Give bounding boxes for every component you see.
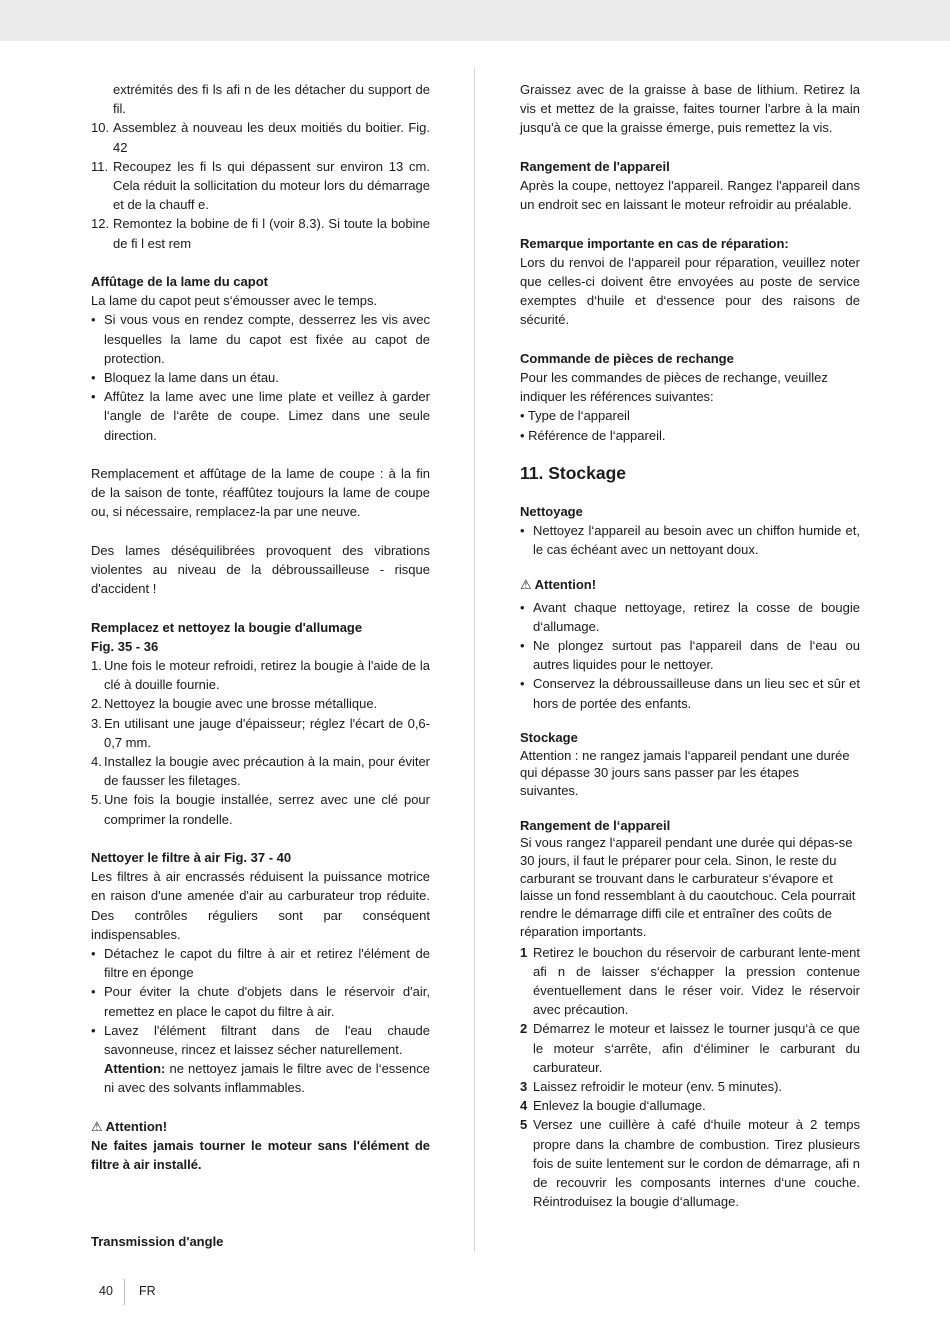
storage2-heading: Rangement de l‘appareil [520,817,671,833]
transmission-heading: Transmission d'angle [91,1234,224,1250]
cleaning-heading: Nettoyage [520,503,583,519]
item-text: Installez la bougie avec précaution à la main, pour éviter de fausser les filetages. [104,754,430,789]
list-item: • Bloquez la lame dans un étau. [91,370,279,386]
list-item: • Nettoyez l‘appareil au besoin avec un chiffon humide et, le cas échéant avec un nettoyant doux. [520,523,860,558]
item-text: Avant chaque nettoyage, retirez la cosse de bougie d‘allumage. [533,599,860,634]
item-number: 12. [91,216,110,232]
top-band [0,0,950,41]
warning-text: Ne faites jamais tourner le moteur sans l'élément de filtre à air installé. [91,1138,430,1173]
item-text: Pour éviter la chute d'objets dans le réservoir d'air, remettez en place le capot du filtre à air. [104,984,430,1019]
item-text: Versez une cuillère à café d‘huile moteur à 2 temps propre dans la chambre de combustion. Tirez plusieurs fois de suite lentement sur le cordon de démarrage, afi n de recouvrir les composants internes d‘une couche. Réintroduisez la bougie d‘allumage. [533,1117,860,1210]
sharpen-intro: La lame du capot peut s‘émousser avec le temps. [91,293,378,309]
storage2-text: Si vous rangez l‘appareil pendant une durée qui dépas-se 30 jours, il faut le préparer pour cela. Sinon, le reste du carburant se trouvant dans le carburateur s‘évapore et laisse un fond ressemblant à du caoutchouc. Cela pourrait rendre le démarrage diffi cile et entraîner des coûts de réparation importants. [520,835,856,939]
replace-paragraph: Remplacement et affûtage de la lame de coupe : à la fin de la saison de tonte, réaffûtez toujours la lame de coupe ou, si nécessaire, remplacez-la par une neuve. [91,466,430,520]
item-text: Bloquez la lame dans un étau. [104,370,279,386]
right-column [520,80,860,1211]
item-text: Affûtez la lame avec une lime plate et veillez à garder l‘angle de l‘arête de coupe. Limez dans une seule direction. [104,389,430,443]
item-text: Détachez le capot du filtre à air et retirez l'élément de filtre en éponge [104,946,430,981]
storage1-heading: Rangement de l'appareil [520,158,670,174]
left-column [91,80,430,1251]
warning-triangle-icon: ⚠ [91,1118,103,1134]
item-text: Retirez le bouchon du réservoir de carburant lente-ment afi n de laisser s‘échapper la pression contenue éventuellement dans le réser voir. Videz le réservoir avec précaution. [533,944,860,1018]
item-number: 2 [520,1021,528,1037]
cleaning-bullets [520,521,860,559]
continued-text: extrémités des fi ls afi n de les détacher du support de fil. [113,82,430,117]
filter-bullets [91,944,430,1059]
item-text: Une fois le moteur refroidi, retirez la bougie à l'aide de la clé à douille fournie. [104,658,430,693]
list-item [520,1019,860,1077]
item-text: Démarrez le moteur et laissez le tourner jusqu‘à ce que le moteur s‘arrête, afin d‘éliminer le carburant du carburateur. [533,1021,860,1075]
item-number: 11. [91,158,109,174]
item-text: Lavez l'élément filtrant dans de l'eau chaude savonneuse, rincez et laissez sécher naturellement. [104,1022,430,1058]
plug-heading: Remplacez et nettoyez la bougie d'allumage [91,619,363,635]
list-item [91,694,430,713]
parts-heading: Commande de pièces de rechange [520,350,734,366]
item-text: Assemblez à nouveau les deux moitiés du boitier. Fig. 42 [113,120,430,155]
item-text: Laissez refroidir le moteur (env. 5 minutes). [533,1079,783,1094]
numbered-list-top [91,118,430,252]
language-code: FR [139,1284,156,1298]
sharpen-heading: Affûtage de la lame du capot [91,274,268,290]
item-text: Remontez la bobine de fi l (voir 8.3). Si toute la bobine de fi l est rem [113,216,430,251]
item-text: Nettoyez l‘appareil au besoin avec un chiffon humide et, le cas échéant avec un nettoyant doux. [533,523,860,558]
attention-bullets [520,598,860,713]
item-number: 5 [520,1117,528,1133]
unbalanced-paragraph: Des lames déséquilibrées provoquent des vibrations violentes au niveau de la débroussailleuse - risque d'accident ! [91,542,430,597]
item-text: Une fois la bougie installée, serrez avec une clé pour comprimer la rondelle. [104,792,430,827]
item-text: Recoupez les fi ls qui dépassent sur environ 13 cm. Cela réduit la sollicitation du moteur lors du démarrage et de la chauff e. [113,158,430,213]
item-number: 4. [91,754,102,770]
stockage-heading: Stockage [520,729,578,745]
list-item [520,1096,860,1115]
stockage-text: Attention : ne rangez jamais l‘appareil pendant une durée qui dépasse 30 jours sans passer par les étapes suivantes. [520,747,850,798]
warning-triangle-icon: ⚠ [520,577,532,593]
column-divider [474,67,475,1252]
item-text: Nettoyez la bougie avec une brosse métallique. [104,696,378,712]
footer-divider [124,1279,125,1305]
parts-item: • Référence de l‘appareil. [520,427,666,443]
filter-note [91,1059,430,1097]
page-number: 40 [99,1284,113,1298]
list-item [91,714,430,752]
storage2-steps [520,943,860,1212]
list-item: • Pour éviter la chute d'objets dans le réservoir d'air, remettez en place le capot du filtre à air. [91,984,430,1019]
item-text: Ne plongez surtout pas l‘appareil dans de l‘eau ou autres liquides pour le nettoyer. [533,638,860,673]
item-text: Si vous vous en rendez compte, desserrez les vis avec lesquelles la lame du capot est fixée au capot de protection. [104,312,430,366]
item-number: 5. [91,792,102,808]
list-item [91,157,430,215]
item-text: Enlevez la bougie d‘allumage. [533,1098,706,1114]
list-item [91,118,430,156]
storage1-text: Après la coupe, nettoyez l'appareil. Rangez l'appareil dans un endroit sec en laissant le moteur refroidir au préalable. [520,178,860,213]
filter-intro: Les filtres à air encrassés réduisent la puissance motrice en raison d'une amenée d'air au carburateur trop réduite. Des contrôles réguliers sont par conséquent indispensables. [91,869,430,942]
item-number: 10. [91,120,110,136]
item-number: 1. [91,658,102,674]
list-item [520,1077,860,1096]
list-item: • Conservez la débroussailleuse dans un lieu sec et sûr et hors de portée des enfants. [520,676,860,711]
list-item [91,752,430,790]
list-item [91,790,430,828]
attention-label: Attention! [534,577,597,593]
list-item: • Si vous vous en rendez compte, desserrez les vis avec lesquelles la lame du capot est fixée au capot de protection. [91,312,430,366]
plug-steps [91,656,430,829]
item-number: 3 [520,1079,528,1094]
list-item [91,214,430,252]
list-item: • Lavez l'élément filtrant dans de l'eau chaude savonneuse, rincez et laissez sécher naturellement. [91,1022,430,1058]
list-item [520,1115,860,1211]
list-item [91,656,430,694]
plug-fig: Fig. 35 - 36 [91,638,159,654]
attention-title [520,575,860,594]
warning-label: Attention! [105,1118,168,1134]
list-item: • Affûtez la lame avec une lime plate et veillez à garder l‘angle de l‘arête de coupe. Limez dans une seule direction. [91,389,430,443]
list-item: • Avant chaque nettoyage, retirez la cosse de bougie d‘allumage. [520,599,860,634]
list-item: • Détachez le capot du filtre à air et retirez l'élément de filtre en éponge [91,946,430,981]
filter-heading: Nettoyer le filtre à air Fig. 37 - 40 [91,850,292,866]
item-number: 3. [91,715,102,731]
list-item [520,943,860,1020]
item-text: En utilisant une jauge d'épaisseur; réglez l'écart de 0,6-0,7 mm. [104,715,430,750]
item-number: 2. [91,696,102,712]
item-number: 4 [520,1098,528,1114]
list-item: • Ne plongez surtout pas l‘appareil dans de l‘eau ou autres liquides pour le nettoyer. [520,638,860,673]
note-label: Attention: [104,1061,166,1077]
repair-heading: Remarque importante en cas de réparation: [520,235,789,251]
section-title: 11. Stockage [520,462,627,483]
item-number: 1 [520,944,528,960]
item-text: Conservez la débroussailleuse dans un lieu sec et sûr et hors de portée des enfants. [533,676,860,711]
warning-title [91,1117,430,1136]
parts-item: • Type de l‘appareil [520,408,630,424]
parts-text: Pour les commandes de pièces de rechange, veuillez indiquer les références suivantes: [520,370,828,405]
note-text: ne nettoyez jamais le filtre avec de l‘essence ni avec des solvants inflammables. [104,1061,430,1096]
sharpen-bullets [91,310,430,444]
repair-text: Lors du renvoi de l‘appareil pour réparation, veuillez noter que celles-ci doivent être envoyées au poste de service exemptes d‘huile et d‘essence pour des raisons de sécurité. [520,254,860,328]
grease-paragraph: Graissez avec de la graisse à base de lithium. Retirez la vis et mettez de la graisse, faites tourner l'arbre à la main jusqu'à ce que la graisse émerge, puis remettez la vis. [520,82,860,136]
